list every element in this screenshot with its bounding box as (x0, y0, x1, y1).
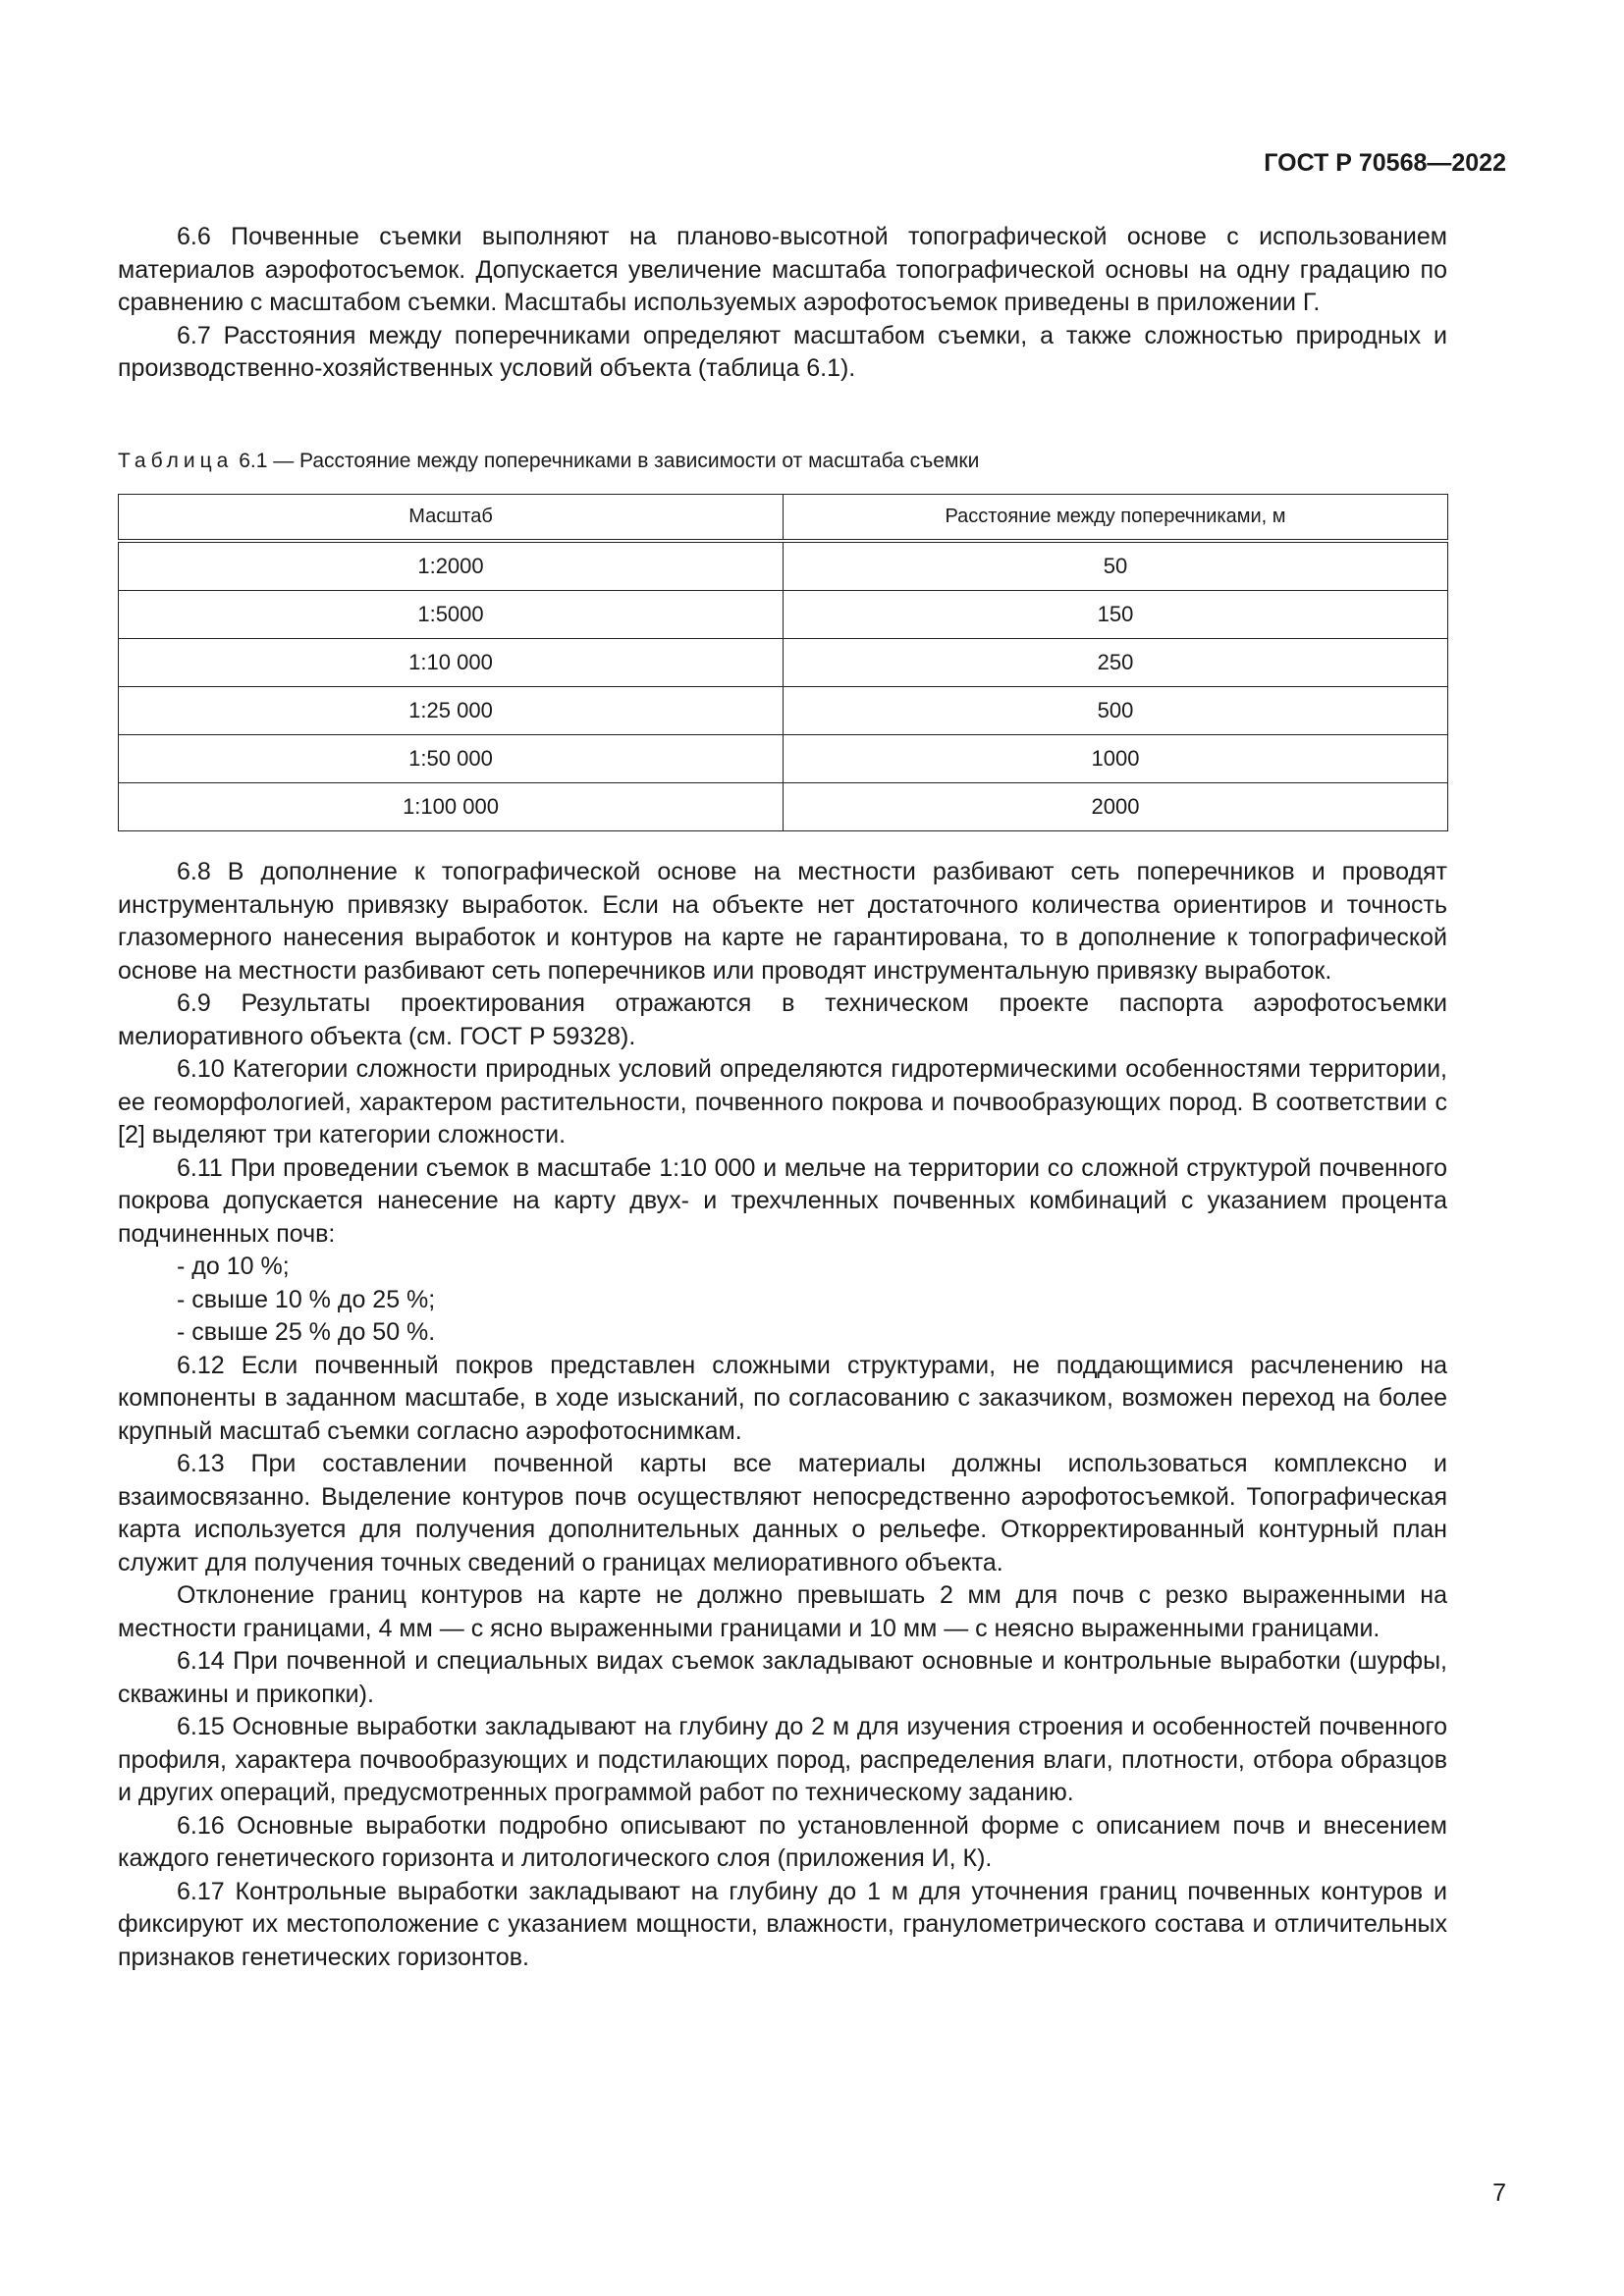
cell-scale: 1:100 000 (119, 783, 784, 831)
paragraph-6-16: 6.16 Основные выработки подробно описывают по установленной форме с описанием почв и внесением каждого генетического горизонта и литологического слоя (приложения И, К). (118, 1811, 1447, 1872)
table-caption (118, 450, 979, 473)
cell-distance: 150 (784, 591, 1448, 639)
table-row (119, 783, 1448, 831)
table-caption-text: 6.1 — Расстояние между поперечниками в зависимости от масштаба съемки (239, 450, 980, 472)
paragraph-6-17: 6.17 Контрольные выработки закладывают на глубину до 1 м для уточнения границ почвенных контуров и фиксируют их местоположение с указанием мощности, влажности, гранулометрического состава и отличительных признаков генетических горизонтов. (118, 1877, 1447, 1971)
document-code: ГОСТ Р 70568—2022 (1264, 149, 1506, 177)
header-scale: Масштаб (119, 495, 784, 542)
list-item: - свыше 25 % до 50 %. (177, 1318, 436, 1346)
paragraph-6-10: 6.10 Категории сложности природных условий определяются гидротермическими особенностями территории, ее геоморфологией, характером растительности, почвенного покрова и почвообразующих пород. В соответствии с [2] выделяют три категории сложности. (118, 1055, 1447, 1148)
paragraph-6-8: 6.8 В дополнение к топографической основе на местности разбивают сеть поперечников и проводят инструментальную привязку выработок. Если на объекте нет достаточного количества ориентиров и точность глазомерного нанесения выработок и контуров на карте не гарантирована, то в дополнение к топографической основе на местности разбивают сеть поперечников или проводят инструментальную привязку выработок. (118, 858, 1447, 985)
table-header-row (119, 495, 1448, 542)
text-block-bottom (118, 856, 1447, 1974)
table-row (119, 639, 1448, 687)
cell-scale: 1:10 000 (119, 639, 784, 687)
table-row (119, 687, 1448, 735)
cell-scale: 1:5000 (119, 591, 784, 639)
cell-scale: 1:2000 (119, 541, 784, 591)
list-item: - до 10 %; (177, 1253, 290, 1280)
cell-distance: 500 (784, 687, 1448, 735)
paragraph-6-7: 6.7 Расстояния между поперечниками определяют масштабом съемки, а также сложностью природных и производственно-хозяйственных условий объекта (таблица 6.1). (118, 321, 1447, 382)
cell-distance: 2000 (784, 783, 1448, 831)
paragraph-6-15: 6.15 Основные выработки закладывают на глубину до 2 м для изучения строения и особенностей почвенного профиля, характера почвообразующих и подстилающих пород, распределения влаги, плотности, отбора образцов и других операций, предусмотренных программой работ по техническому заданию. (118, 1713, 1447, 1806)
paragraph-6-13: 6.13 При составлении почвенной карты все материалы должны использоваться комплексно и взаимосвязанно. Выделение контуров почв осуществляют непосредственно аэрофотосъемкой. Топографическая карта используется для получения дополнительных данных о рельефе. Откорректированный контурный план служит для получения точных сведений о границах мелиоративного объекта. (118, 1450, 1447, 1576)
header-distance: Расстояние между поперечниками, м (784, 495, 1448, 542)
text-block-top (118, 221, 1447, 386)
cell-scale: 1:25 000 (119, 687, 784, 735)
cell-distance: 50 (784, 541, 1448, 591)
table-row (119, 735, 1448, 783)
page-number: 7 (1492, 2179, 1506, 2207)
paragraph-6-9: 6.9 Результаты проектирования отражаются в техническом проекте паспорта аэрофотосъемки мелиоративного объекта (см. ГОСТ Р 59328). (118, 989, 1447, 1050)
paragraph-6-14: 6.14 При почвенной и специальных видах съемок закладывают основные и контрольные выработки (шурфы, скважины и прикопки). (118, 1647, 1447, 1708)
paragraph-6-6: 6.6 Почвенные съемки выполняют на планово-высотной топографической основе с использованием материалов аэрофотосъемок. Допускается увеличение масштаба топографической основы на одну градацию по сравнению с масштабом съемки. Масштабы используемых аэрофотосъемок приведены в приложении Г. (118, 223, 1447, 316)
paragraph-6-13-deviation: Отклонение границ контуров на карте не должно превышать 2 мм для почв с резко выраженными на местности границами, 4 мм — с ясно выраженными границами и 10 мм — с неясно выраженными границами. (118, 1581, 1447, 1642)
paragraph-6-11: 6.11 При проведении съемок в масштабе 1:10 000 и мельче на территории со сложной структурой почвенного покрова допускается нанесение на карту двух- и трехчленных почвенных комбинаций с указанием процента подчиненных почв: (118, 1153, 1447, 1248)
paragraph-6-12: 6.12 Если почвенный покров представлен сложными структурами, не поддающимися расчленению на компоненты в заданном масштабе, в ходе изысканий, по согласованию с заказчиком, возможен переход на более крупный масштаб съемки согласно аэрофотоснимкам. (118, 1351, 1447, 1445)
table-caption-label: Таблица (118, 450, 234, 472)
cell-distance: 1000 (784, 735, 1448, 783)
table-row (119, 591, 1448, 639)
cell-distance: 250 (784, 639, 1448, 687)
cell-scale: 1:50 000 (119, 735, 784, 783)
list-item: - свыше 10 % до 25 %; (177, 1285, 436, 1313)
scale-distance-table (118, 494, 1448, 831)
table-row (119, 541, 1448, 591)
